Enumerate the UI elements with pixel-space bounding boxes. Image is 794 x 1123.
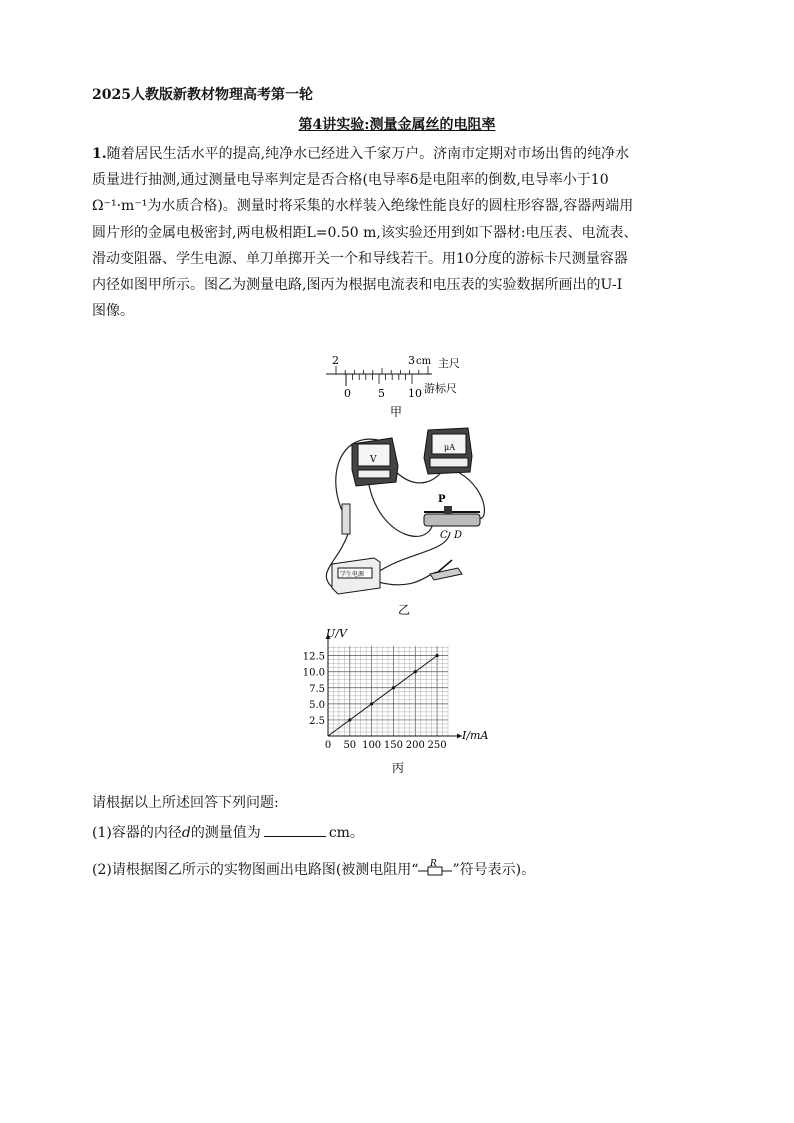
wire <box>368 480 433 536</box>
problem-line-4: 圆片形的金属电极密封,两电极相距L=0.50 m,该实验还用到如下器材:电压表、电流表、 <box>92 224 638 241</box>
y-tick-label: 7.5 <box>309 683 325 695</box>
wire <box>378 572 438 585</box>
problem-line-5: 滑动变阻器、学生电源、单刀单掷开关一个和导线若干。用10分度的游标卡尺测量容器 <box>92 250 628 267</box>
x-axis-label: I/mA <box>462 729 489 742</box>
instruction-text: 请根据以上所述回答下列问题: <box>92 795 279 811</box>
x-tick-label: 0 <box>324 740 332 751</box>
main-scale-unit: cm <box>416 356 432 367</box>
main-scale-tick-2: 2 <box>332 354 339 367</box>
circuit-figure <box>318 422 488 620</box>
x-tick-label: 200 <box>405 740 425 751</box>
question-1: (1)容器的内径d的测量值为 cm。 <box>92 825 364 841</box>
main-scale-label: 主尺 <box>438 357 460 370</box>
figure-caption-bing: 丙 <box>392 761 405 775</box>
water-sample-container <box>342 504 350 534</box>
problem-line-6: 内径如图甲所示。图乙为测量电路,图丙为根据电流表和电压表的实验数据所画出的U-I <box>92 277 623 294</box>
y-tick-labels <box>303 652 325 727</box>
data-point <box>392 686 395 689</box>
resistor-symbol <box>418 858 452 878</box>
rheostat <box>424 514 480 526</box>
figure-caption-jia: 甲 <box>390 405 403 419</box>
data-point <box>348 718 351 721</box>
x-tick-label: 250 <box>427 740 447 751</box>
y-tick-label: 10.0 <box>302 667 325 679</box>
problem-number: 1. <box>92 146 107 162</box>
data-point <box>414 670 417 673</box>
main-scale-ticks <box>336 366 428 374</box>
resistor-symbol-label: R <box>430 859 438 869</box>
problem-text <box>92 141 710 324</box>
ammeter-label: μA <box>444 443 455 452</box>
terminal-label-c: C <box>440 530 448 541</box>
y-axis-label: U/V <box>326 627 347 640</box>
problem-line-2: 质量进行抽测,通过测量电导率判定是否合格(电导率δ是电阻率的倒数,电导率小于10 <box>92 172 609 189</box>
vernier-tick-0: 0 <box>344 387 351 400</box>
problem-line-1: 随着居民生活水平的提高,纯净水已经进入千家万户。济南市定期对市场出售的纯净水 <box>106 146 630 162</box>
switch <box>430 568 462 580</box>
figure-caption-yi: 乙 <box>398 603 411 617</box>
terminal-label-d: D <box>454 530 463 541</box>
var-d: d <box>181 825 191 841</box>
problem-line-7: 图像。 <box>92 303 134 320</box>
vernier-scale-ticks <box>346 374 412 384</box>
problem-line-3: Ω⁻¹·m⁻¹为水质合格)。测量时将采集的水样装入绝缘性能良好的圆柱形容器,容器两端用 <box>92 198 634 215</box>
x-tick-label: 100 <box>362 740 382 751</box>
lesson-title: 第4讲实验:测量金属丝的电阻率 <box>298 117 496 133</box>
ammeter-terminals <box>430 458 468 467</box>
data-point <box>435 654 438 657</box>
question-2: (2)请根据图乙所示的实物图画出电路图(被测电阻用“ R ”符号表示)。 <box>92 859 536 878</box>
voltmeter-label: V <box>370 455 377 465</box>
x-tick-label: 50 <box>343 740 357 751</box>
vernier-tick-10: 10 <box>408 387 422 400</box>
data-point <box>370 702 373 705</box>
ui-chart <box>300 620 500 780</box>
rheostat-slider <box>444 506 452 514</box>
voltmeter-terminals <box>358 470 390 478</box>
vernier-tick-5: 5 <box>378 387 385 400</box>
y-tick-label: 2.5 <box>309 715 325 727</box>
x-tick-labels <box>325 740 447 751</box>
answer-blank[interactable] <box>264 824 326 837</box>
x-tick-label: 150 <box>383 740 404 751</box>
y-tick-label: 12.5 <box>302 651 325 663</box>
chart-series <box>328 654 439 736</box>
main-scale-tick-3: 3 <box>408 354 415 367</box>
vernier-scale-label: 游标尺 <box>424 382 457 395</box>
y-tick-label: 5.0 <box>309 699 325 711</box>
vernier-caliper-figure <box>320 352 480 420</box>
power-supply-label: 学生电源 <box>340 571 365 578</box>
document-header: 2025人教版新教材物理高考第一轮 <box>92 87 313 103</box>
slider-label-p: P <box>438 494 446 505</box>
